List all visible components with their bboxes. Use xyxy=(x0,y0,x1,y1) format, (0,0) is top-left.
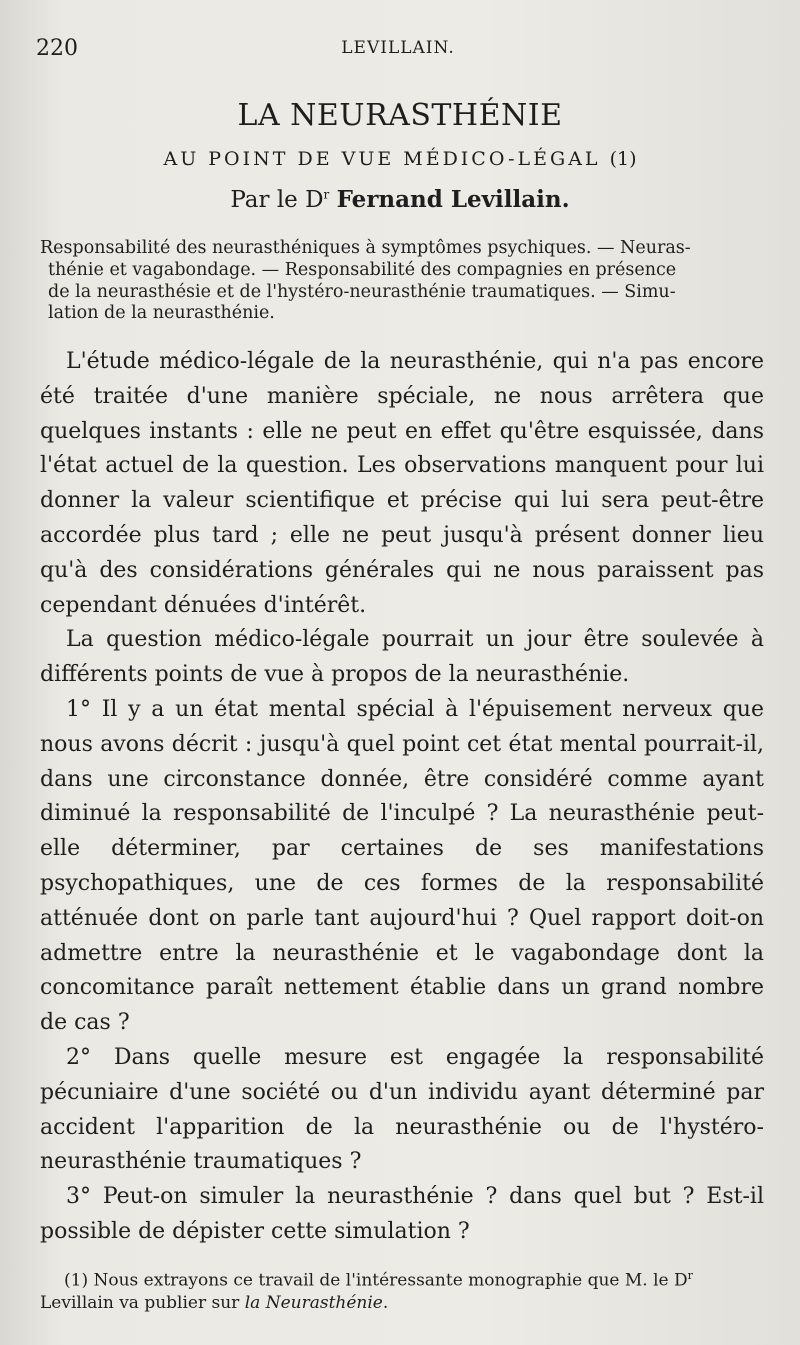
page-number: 220 xyxy=(36,36,78,61)
byline-prefix: Par le D xyxy=(230,187,324,213)
abstract-line: lation de la neurasthénie. xyxy=(48,303,275,324)
body-text xyxy=(40,345,764,1250)
paragraph: 1° Il y a un état mental spécial à l'épuisement nerveux que nous avons décrit : jusqu'à quel point cet état mental pourrait-il, dans une circonstance donnée, être considéré comme ayant diminué la responsabilité de l'inculpé ? La neurasthénie peut-elle déterminer, par certaines de ses manifestations psychopathiques, une de ces formes de la responsabilité atténuée dont on parle tant aujourd'hui ? Quel rapport doit-on admettre entre la neurasthénie et le vagabondage dont la concomitance paraît nettement établie dans un grand nombre de cas ? xyxy=(40,696,764,1036)
author-name: Fernand Levillain. xyxy=(336,186,570,213)
footnote-reference: (1) xyxy=(609,148,637,170)
footnote-text: Levillain va publier sur xyxy=(40,1292,245,1313)
footnote-line xyxy=(40,1265,770,1292)
running-head: LEVILLAIN. xyxy=(341,38,455,58)
abstract-line: Responsabilité des neurasthéniques à symptômes psychiques. — Neuras- xyxy=(40,238,691,258)
abstract-line: de la neurasthésie et de l'hystéro-neurasthénie traumatiques. — Simu- xyxy=(48,281,676,302)
footnote xyxy=(40,1265,770,1314)
byline xyxy=(0,186,800,213)
paragraph: La question médico-légale pourrait un jour être soulevée à différents points de vue à propos de la neurasthénie. xyxy=(40,627,764,688)
paragraph: 2° Dans quelle mesure est engagée la responsabilité pécuniaire d'une société ou d'un individu ayant déterminé par accident l'apparition de la neurasthénie ou de l'hystéro-neurasthénie traumatiques ? xyxy=(40,1044,764,1175)
subtitle-text: AU POINT DE VUE MÉDICO-LÉGAL xyxy=(163,148,601,170)
article-title: LA NEURASTHÉNIE xyxy=(237,98,563,133)
byline-sup: r xyxy=(323,187,330,202)
footnote-text: (1) Nous extrayons ce travail de l'intéressante monographie que M. le D xyxy=(64,1270,688,1291)
abstract xyxy=(40,238,764,325)
footnote-italic: la Neurasthénie xyxy=(244,1292,383,1313)
abstract-line: thénie et vagabondage. — Responsabilité des compagnies en présence xyxy=(48,259,677,280)
footnote-sup: r xyxy=(687,1269,693,1282)
footnote-text: . xyxy=(382,1292,389,1313)
footnote-line xyxy=(40,1292,770,1314)
page-header xyxy=(36,36,760,66)
paragraph: 3° Peut-on simuler la neurasthénie ? dans quel but ? Est-il possible de dépister cette simulation ? xyxy=(40,1184,764,1244)
article-subtitle xyxy=(0,148,800,170)
paragraph: L'étude médico-légale de la neurasthénie, qui n'a pas encore été traitée d'une manière spéciale, ne nous arrêtera que quelques instants : elle ne peut en effet qu'être esquissée, dans l'état actuel de la question. Les observations manquent pour lui donner la valeur scientifique et précise qui lui sera peut-être accordée plus tard ; elle ne peut jusqu'à présent donner lieu qu'à des considérations générales qui ne nous paraissent pas cependant dénuées d'intérêt. xyxy=(40,349,764,618)
